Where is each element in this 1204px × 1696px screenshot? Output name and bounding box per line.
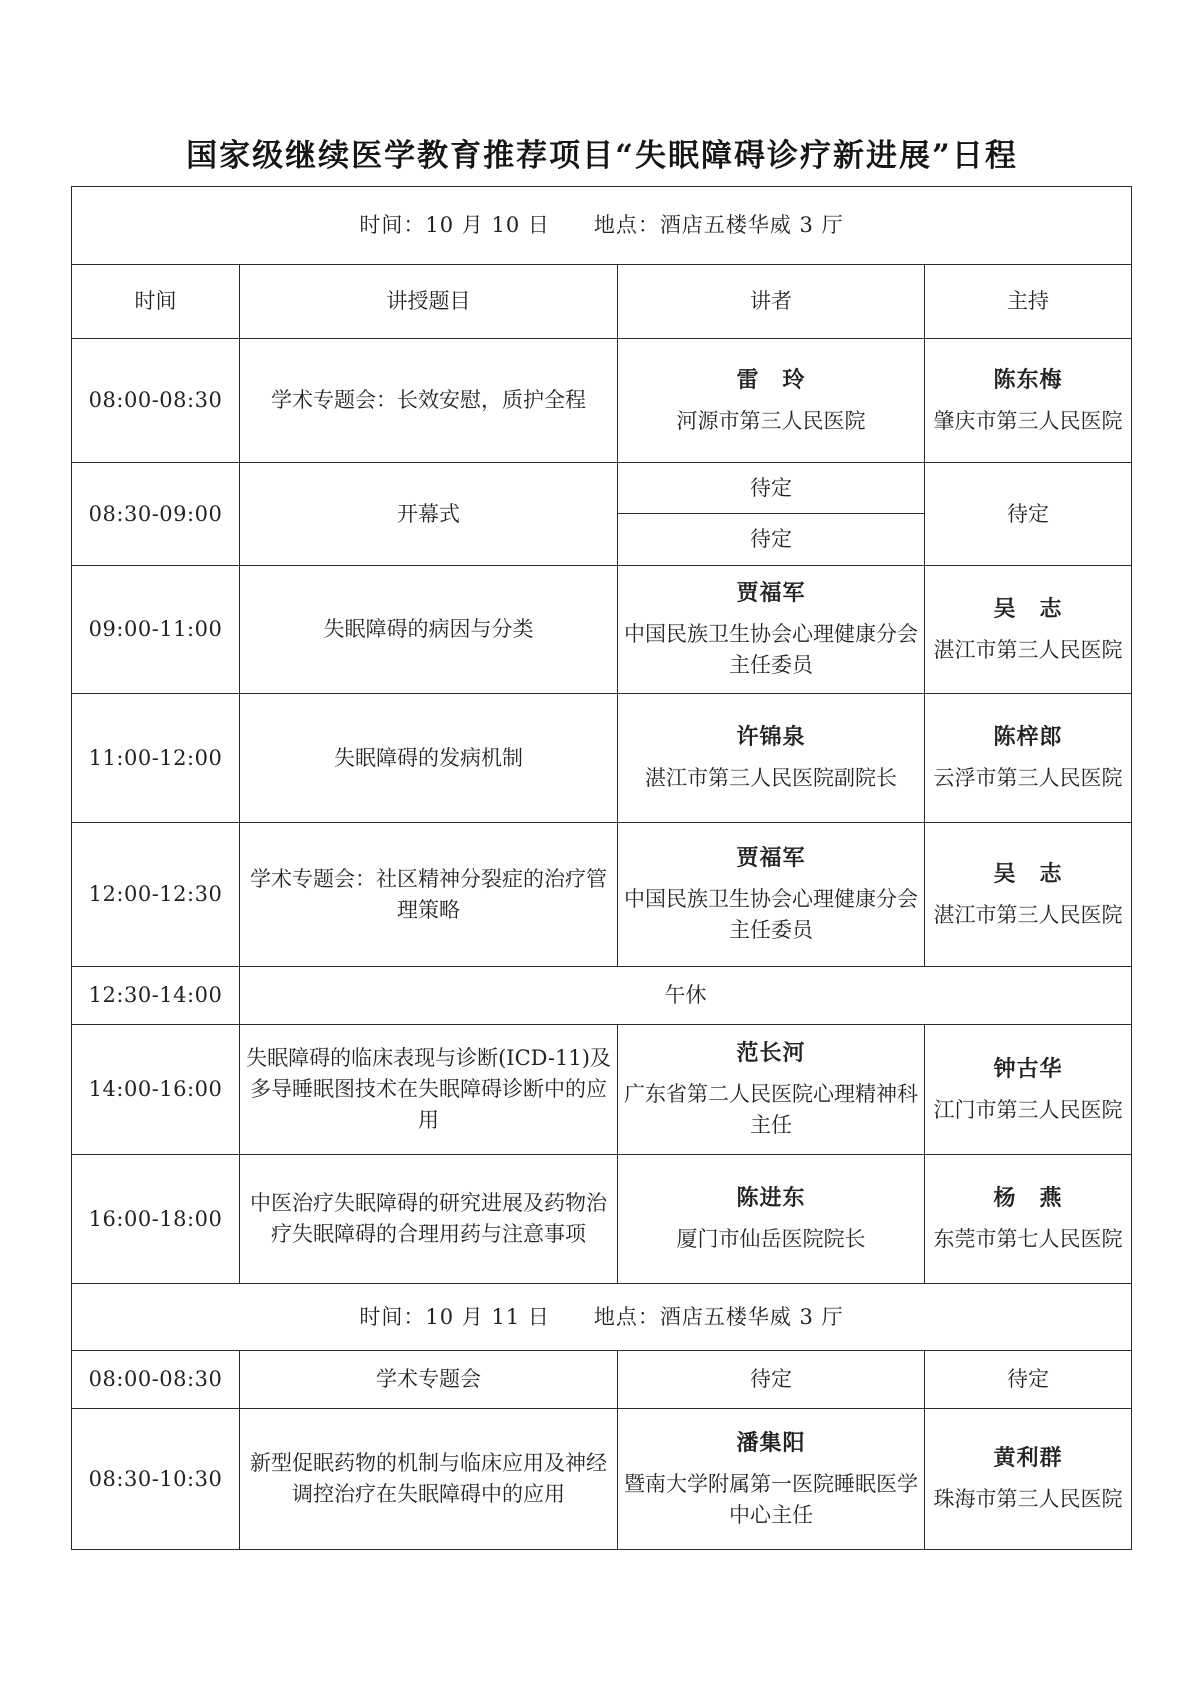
row-time: 08:00-08:30 xyxy=(72,339,240,463)
speaker-name: 雷 玲 xyxy=(736,366,806,393)
row-topic: 学术专题会 xyxy=(240,1351,618,1409)
page-title: 国家级继续医学教育推荐项目“失眠障碍诊疗新进展”日程 xyxy=(186,138,1018,174)
column-header-topic: 讲授题目 xyxy=(240,265,618,339)
speaker-affiliation: 厦门市仙岳医院院长 xyxy=(676,1227,866,1251)
row-time: 08:30-10:30 xyxy=(72,1409,240,1550)
row-topic: 开幕式 xyxy=(240,463,618,566)
row-speaker-b: 待定 xyxy=(618,514,925,566)
host-name: 黄利群 xyxy=(993,1445,1063,1471)
row-host xyxy=(925,339,1132,463)
row-time: 08:30-09:00 xyxy=(72,463,240,566)
row-topic: 失眠障碍的临床表现与诊断(ICD-11)及多导睡眠图技术在失眠障碍诊断中的应用 xyxy=(240,1025,618,1155)
table-row xyxy=(72,1409,1132,1550)
host-affiliation: 云浮市第三人民医院 xyxy=(933,766,1123,790)
table-row xyxy=(72,694,1132,823)
day1-header-row xyxy=(72,187,1132,265)
row-topic: 失眠障碍的发病机制 xyxy=(240,694,618,823)
row-topic: 学术专题会：长效安慰，质护全程 xyxy=(240,339,618,463)
host-name: 陈梓郎 xyxy=(993,724,1063,750)
column-header-row xyxy=(72,265,1132,339)
host-affiliation: 湛江市第三人民医院 xyxy=(933,902,1123,927)
speaker-affiliation: 中国民族卫生协会心理健康分会主任委员 xyxy=(624,622,918,677)
speaker-name: 许锦泉 xyxy=(736,724,806,750)
row-time: 08:00-08:30 xyxy=(72,1351,240,1409)
row-speaker: 待定 xyxy=(618,1351,925,1409)
host-name: 吴 志 xyxy=(993,595,1063,622)
row-time: 12:00-12:30 xyxy=(72,823,240,967)
row-time: 12:30-14:00 xyxy=(72,967,240,1025)
speaker-name: 贾福军 xyxy=(736,580,806,606)
row-host: 待定 xyxy=(925,1351,1132,1409)
speaker-name: 陈进东 xyxy=(736,1185,806,1211)
table-row xyxy=(72,1351,1132,1409)
host-affiliation: 江门市第三人民医院 xyxy=(933,1097,1123,1122)
row-speaker xyxy=(618,823,925,967)
host-affiliation: 东莞市第七人民医院 xyxy=(933,1227,1123,1251)
speaker-affiliation: 湛江市第三人民医院副院长 xyxy=(645,766,897,790)
host-name: 陈东梅 xyxy=(993,366,1063,393)
row-time: 16:00-18:00 xyxy=(72,1155,240,1284)
row-host xyxy=(925,823,1132,967)
column-header-speaker: 讲者 xyxy=(618,265,925,339)
row-topic: 新型促眠药物的机制与临床应用及神经调控治疗在失眠障碍中的应用 xyxy=(240,1409,618,1550)
host-affiliation: 湛江市第三人民医院 xyxy=(933,637,1123,662)
column-header-host: 主持 xyxy=(925,265,1132,339)
table-row xyxy=(72,823,1132,967)
table-row xyxy=(72,1155,1132,1284)
row-speaker xyxy=(618,1409,925,1550)
row-speaker xyxy=(618,1025,925,1155)
table-row xyxy=(72,339,1132,463)
row-host: 待定 xyxy=(925,463,1132,566)
row-speaker xyxy=(618,339,925,463)
speaker-name: 范长河 xyxy=(736,1040,806,1066)
row-speaker xyxy=(618,1155,925,1284)
row-break-label: 午休 xyxy=(240,967,1132,1025)
speaker-name: 潘集阳 xyxy=(736,1429,806,1456)
row-time: 11:00-12:00 xyxy=(72,694,240,823)
speaker-name: 贾福军 xyxy=(736,845,806,871)
row-topic: 中医治疗失眠障碍的研究进展及药物治疗失眠障碍的合理用药与注意事项 xyxy=(240,1155,618,1284)
speaker-affiliation: 中国民族卫生协会心理健康分会主任委员 xyxy=(624,887,918,942)
table-row xyxy=(72,566,1132,694)
row-speaker xyxy=(618,694,925,823)
row-time: 14:00-16:00 xyxy=(72,1025,240,1155)
row-host xyxy=(925,1409,1132,1550)
row-host xyxy=(925,1155,1132,1284)
host-name: 钟古华 xyxy=(993,1055,1063,1082)
row-host xyxy=(925,1025,1132,1155)
day2-header-row xyxy=(72,1284,1132,1351)
schedule-table xyxy=(71,186,1132,1550)
column-header-time: 时间 xyxy=(72,265,240,339)
speaker-affiliation: 暨南大学附属第一医院睡眠医学中心主任 xyxy=(624,1471,918,1527)
row-time: 09:00-11:00 xyxy=(72,566,240,694)
speaker-affiliation: 广东省第二人民医院心理精神科主任 xyxy=(624,1082,918,1137)
row-topic: 学术专题会：社区精神分裂症的治疗管理策略 xyxy=(240,823,618,967)
row-topic: 失眠障碍的病因与分类 xyxy=(240,566,618,694)
table-row xyxy=(72,1025,1132,1155)
day2-header: 时间：10 月 11 日 地点：酒店五楼华威 3 厅 xyxy=(72,1284,1132,1351)
row-speaker xyxy=(618,566,925,694)
row-host xyxy=(925,694,1132,823)
host-name: 杨 燕 xyxy=(993,1185,1063,1211)
table-row xyxy=(72,463,1132,514)
table-row xyxy=(72,967,1132,1025)
host-affiliation: 珠海市第三人民医院 xyxy=(933,1487,1123,1511)
host-affiliation: 肇庆市第三人民医院 xyxy=(933,408,1123,433)
row-speaker-a: 待定 xyxy=(618,463,925,514)
speaker-affiliation: 河源市第三人民医院 xyxy=(676,408,866,433)
day1-header: 时间：10 月 10 日 地点：酒店五楼华威 3 厅 xyxy=(72,187,1132,265)
row-host xyxy=(925,566,1132,694)
host-name: 吴 志 xyxy=(993,860,1063,887)
